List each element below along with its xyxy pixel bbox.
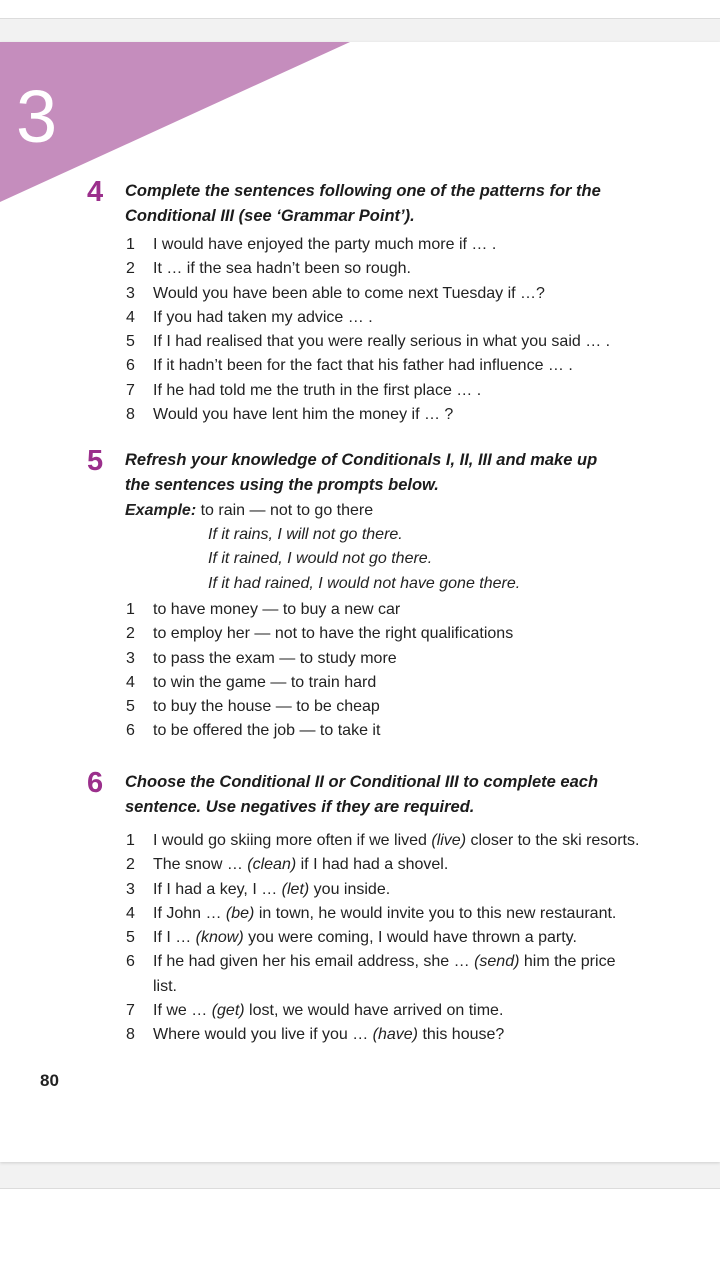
list-item: 3 Would you have been able to come next Tuesday if …? — [126, 284, 545, 302]
list-item: 6 to be offered the job — to take it — [126, 722, 381, 740]
example-label: Example: — [125, 502, 197, 519]
list-item: 1 I would go skiing more often if we lived (live) closer to the ski resorts. — [126, 832, 640, 849]
list-item: 4 If you had taken my advice … . — [126, 308, 373, 326]
exercise-number: 5 — [87, 445, 104, 477]
chapter-number: 3 — [16, 75, 58, 158]
exercise-instruction: Complete the sentences following one of the patterns for the Conditional III (see ‘Grammar Point’). — [125, 182, 601, 225]
textbook-page — [0, 42, 720, 1162]
list-item: 2 The snow … (clean) if I had had a shovel. — [126, 856, 449, 874]
exercise-items — [126, 598, 686, 744]
bottom-blank-area — [0, 1188, 720, 1281]
list-item: 8 Would you have lent him the money if … ? — [126, 406, 454, 424]
page-number: 80 — [40, 1071, 59, 1090]
list-item: 2 to employ her — not to have the right qualifications — [126, 625, 514, 643]
list-item: 6 If he had given her his email address, she … (send) him the price list. — [126, 953, 616, 995]
list-item: 4 to win the game — to train hard — [126, 673, 377, 691]
list-item: 7 If he had told me the truth in the first place … . — [126, 381, 482, 399]
list-item: 3 If I had a key, I … (let) you inside. — [126, 880, 391, 898]
exercise-items — [126, 233, 686, 427]
list-item: 5 If I had realised that you were really serious in what you said … . — [126, 333, 611, 351]
list-item: 1 I would have enjoyed the party much more if … . — [126, 236, 497, 253]
exercise-instruction: Choose the Conditional II or Conditional III to complete each sentence. Use negatives if they are required. — [125, 773, 599, 816]
list-item: 8 Where would you live if you … (have) this house? — [126, 1026, 505, 1044]
exercise-items — [126, 829, 686, 1048]
list-item: 5 If I … (know) you were coming, I would have thrown a party. — [126, 929, 577, 947]
exercise-number: 4 — [87, 176, 104, 208]
list-item: 1 to have money — to buy a new car — [126, 601, 401, 618]
list-item: 2 It … if the sea hadn’t been so rough. — [126, 260, 411, 278]
exercise-instruction: Refresh your knowledge of Conditionals I, II, III and make up the sentences using the prompts below. — [125, 451, 598, 494]
list-item: 7 If we … (get) lost, we would have arrived on time. — [126, 1002, 504, 1020]
list-item: 4 If John … (be) in town, he would invite you to this new restaurant. — [126, 904, 617, 922]
top-bar — [0, 0, 720, 19]
list-item: 3 to pass the exam — to study more — [126, 649, 397, 667]
example-answers: If it rains, I will not go there. If it rained, I would not go there. If it had rained, I would not have gone there. — [208, 526, 521, 592]
list-item: 6 If it hadn’t been for the fact that his father had influence … . — [126, 357, 573, 375]
exercise-number: 6 — [87, 767, 104, 799]
list-item: 5 to buy the house — to be cheap — [126, 698, 380, 716]
example-prompt: Example: to rain — not to go there — [125, 502, 374, 519]
